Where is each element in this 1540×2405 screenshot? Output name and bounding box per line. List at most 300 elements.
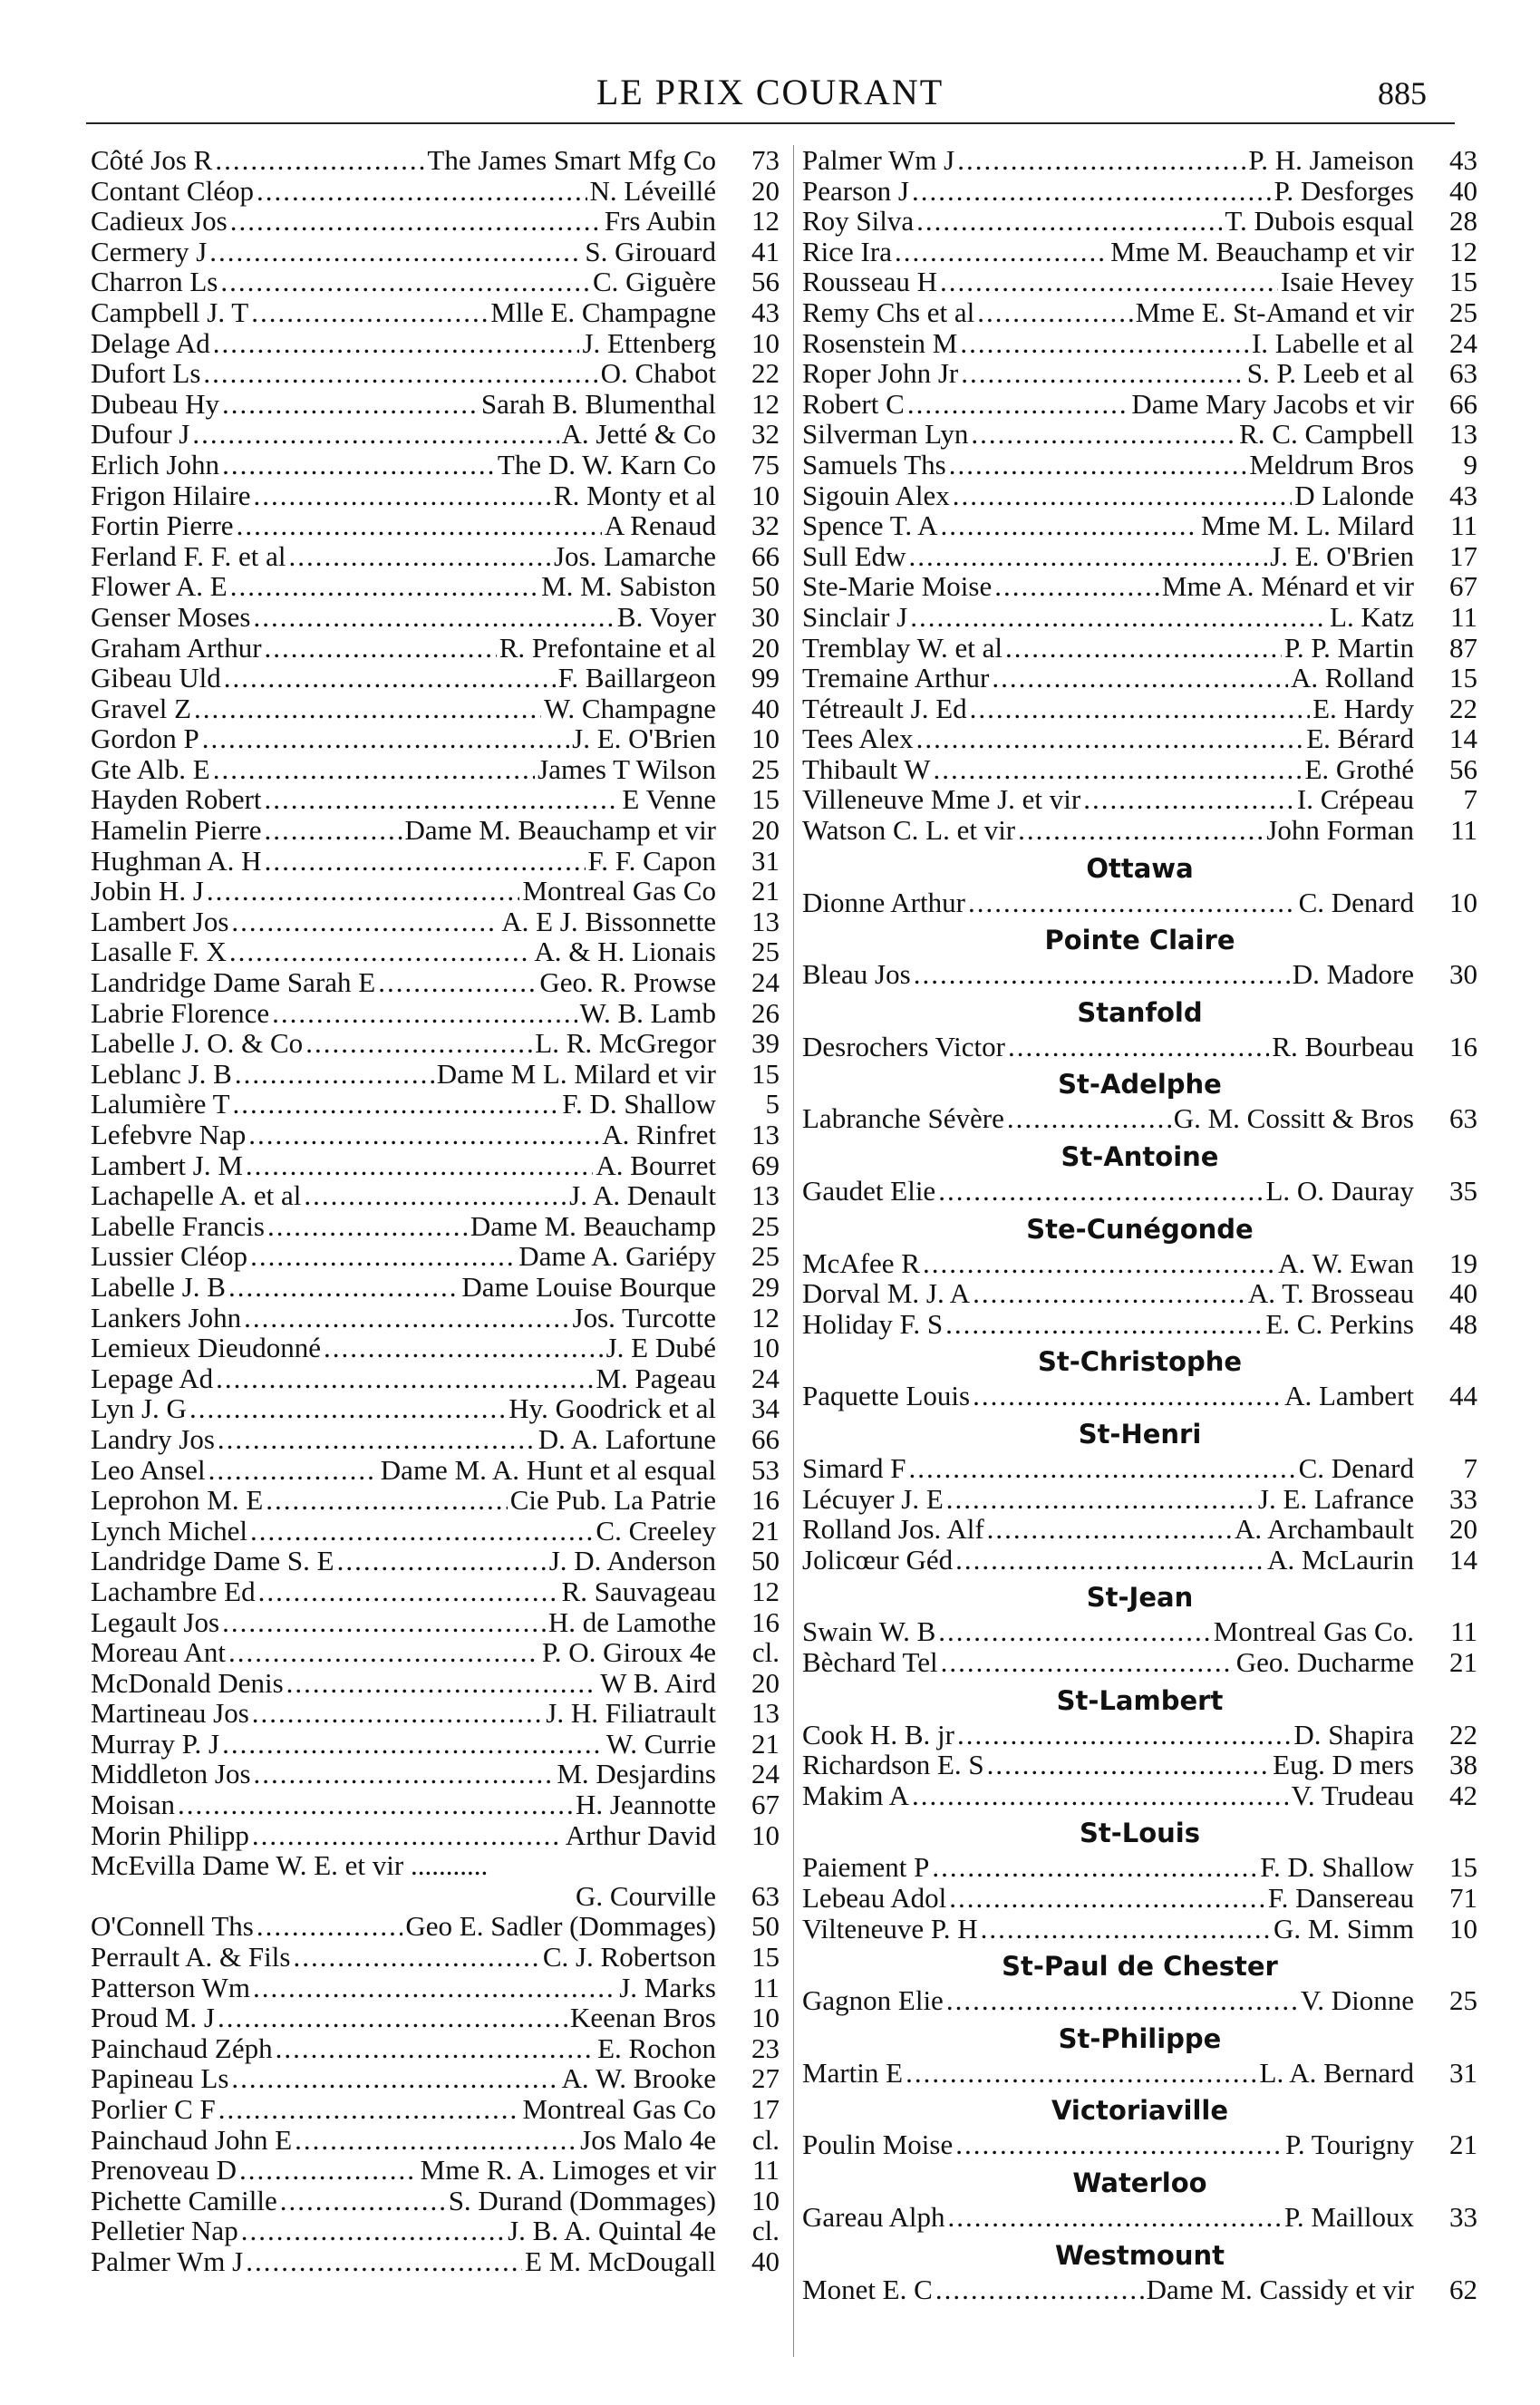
creditor-name: L. O. Dauray: [1265, 1175, 1414, 1207]
creditor-name: R. Prefontaine et al: [499, 631, 716, 664]
debtor-name: Leprohon M. E: [91, 1484, 264, 1517]
list-item: [91, 450, 780, 480]
debtor-name: Lambert J. M: [91, 1149, 243, 1181]
list-item: [802, 328, 1477, 359]
amount-value: 10: [751, 1818, 780, 1851]
creditor-name: A. Bourret: [596, 1149, 716, 1181]
creditor-name: I. Labelle et al: [1251, 326, 1414, 359]
creditor-name: Dame M. A. Hunt et al esqual: [380, 1453, 716, 1486]
debtor-name: Pichette Camille: [91, 2184, 277, 2216]
debtor-name: Cook H. B. jr: [802, 1718, 954, 1750]
list-item: [91, 907, 780, 937]
debtor-name: McDonald Denis: [91, 1666, 284, 1699]
amount-value: 35: [1449, 1175, 1477, 1207]
amount-value: 24: [751, 1758, 780, 1790]
list-item: [91, 1911, 780, 1942]
debtor-name: Ferland F. F. et al: [91, 539, 286, 572]
debtor-name: Tremblay W. et al: [802, 631, 1003, 664]
debtor-name: Lankers John: [91, 1301, 242, 1333]
amount-value: 14: [1449, 722, 1477, 755]
creditor-name: A. Lambert: [1284, 1380, 1414, 1412]
amount-value: 56: [751, 266, 780, 298]
creditor-name: F. Dansereau: [1267, 1881, 1414, 1914]
creditor-name: Dame Mary Jacobs et vir: [1131, 387, 1414, 420]
amount-value: 13: [751, 1119, 780, 1150]
dot-leader: [941, 510, 1198, 541]
amount-value: 33: [1449, 2200, 1477, 2233]
debtor-name: Painchaud Zéph: [91, 2032, 273, 2064]
amount-value: 15: [1449, 266, 1477, 298]
dot-leader: [305, 1028, 532, 1059]
debtor-name: Spence T. A: [802, 509, 938, 542]
debtor-name: McAfee R: [802, 1246, 920, 1279]
debtor-name: McEvilla Dame W. E. et vir: [91, 1849, 404, 1882]
amount-value: 21: [1449, 1645, 1477, 1678]
amount-value: 29: [751, 1270, 780, 1303]
debtor-name: Gibeau Uld: [91, 662, 221, 694]
amount-value: 67: [1449, 570, 1477, 603]
dot-leader: [1018, 815, 1264, 846]
debtor-name: Poulin Moise: [802, 2129, 954, 2161]
dot-leader: [248, 1120, 599, 1150]
dot-leader: [961, 358, 1245, 389]
debtor-name: Landry Jos: [91, 1422, 215, 1455]
page-header: [0, 65, 1540, 120]
list-item: [91, 1241, 780, 1272]
amount-value: 30: [751, 600, 780, 633]
amount-value: 13: [751, 905, 780, 937]
list-item: [802, 633, 1477, 664]
amount-value: 7: [1463, 783, 1477, 816]
dot-leader: [895, 237, 1108, 267]
amount-value: 15: [751, 1057, 780, 1090]
debtor-name: Rousseau H: [802, 266, 937, 298]
list-item: [91, 602, 780, 633]
amount-value: 5: [765, 1088, 780, 1120]
creditor-name: D. Shapira: [1293, 1718, 1414, 1750]
debtor-name: Dufour J: [91, 418, 190, 451]
debtor-name: Campbell J. T: [91, 296, 249, 328]
amount-value: 10: [751, 722, 780, 755]
creditor-name: R. Bourbeau: [1272, 1030, 1414, 1062]
creditor-name: J. B. A. Quintal 4e: [508, 2215, 716, 2247]
amount-value: 12: [751, 1575, 780, 1607]
dot-leader: [257, 176, 587, 207]
debtor-name: Lachapelle A. et al: [91, 1179, 302, 1212]
creditor-name: The D. W. Karn Co: [497, 448, 716, 480]
list-item: [91, 237, 780, 267]
amount-value: 24: [751, 1362, 780, 1394]
list-item: [91, 328, 780, 359]
section-heading: Westmount: [1054, 2239, 1225, 2271]
debtor-name: Lefebvre Nap: [91, 1119, 247, 1150]
dot-leader: [237, 510, 602, 541]
dot-leader: [953, 480, 1293, 511]
debtor-name: Porlier C F: [91, 2093, 216, 2125]
debtor-name: Cadieux Jos: [91, 205, 228, 238]
list-item: [802, 723, 1477, 754]
debtor-name: Rosenstein M: [802, 326, 958, 359]
header-rule: [86, 122, 1455, 124]
list-item: [91, 1272, 780, 1303]
list-item: [802, 480, 1477, 511]
debtor-name: Roy Silva: [802, 205, 915, 238]
dot-leader: [246, 2246, 522, 2277]
creditor-name: D Lalonde: [1294, 479, 1414, 511]
dot-leader: [304, 1180, 567, 1211]
amount-value: 56: [1449, 752, 1477, 785]
dot-leader: [208, 1455, 378, 1486]
list-item: [91, 2003, 780, 2033]
dot-leader: [912, 1780, 1288, 1811]
right-column: [802, 145, 1477, 2357]
debtor-name: Martineau Jos: [91, 1697, 249, 1730]
amount-value: cl.: [751, 2215, 780, 2247]
dot-leader: [910, 602, 1327, 633]
section-heading: Waterloo: [1072, 2167, 1207, 2198]
dot-leader: [288, 541, 550, 572]
creditor-name: The James Smart Mfg Co: [427, 144, 716, 176]
list-item: [802, 959, 1477, 990]
creditor-name: C. J. Robertson: [542, 1941, 716, 1973]
creditor-name: J. E. O'Brien: [1270, 539, 1414, 572]
list-item: [91, 2033, 780, 2064]
list-item: [91, 1059, 780, 1090]
dot-leader: [231, 907, 499, 937]
dot-leader: [235, 1059, 434, 1090]
creditor-name: Montreal Gas Co.: [1213, 1615, 1414, 1648]
dot-leader: [286, 1668, 598, 1699]
amount-value: 27: [751, 2062, 780, 2095]
amount-value: 25: [751, 752, 780, 785]
creditor-name: A. Archambault: [1234, 1513, 1414, 1546]
amount-value: 21: [751, 875, 780, 907]
list-item: [802, 693, 1477, 724]
dot-leader: [907, 389, 1129, 420]
list-item: [91, 2155, 780, 2186]
debtor-name: Labelle J. B: [91, 1270, 226, 1303]
dot-leader: [244, 1303, 569, 1333]
list-item: [91, 815, 780, 846]
amount-value: 62: [1449, 2273, 1477, 2305]
debtor-name: Patterson Wm: [91, 1971, 250, 2003]
list-item: [802, 1248, 1477, 1279]
debtor-name: Prenoveau D: [91, 2154, 237, 2187]
dot-leader: [272, 998, 576, 1029]
amount-value: 10: [751, 1332, 780, 1364]
dot-leader: [960, 328, 1249, 359]
dot-leader: [914, 959, 1290, 990]
creditor-name: A Renaud: [604, 509, 716, 542]
list-item: [802, 571, 1477, 602]
amount-value: 66: [751, 539, 780, 572]
debtor-name: Lemieux Dieudonné: [91, 1332, 321, 1364]
list-item: [91, 419, 780, 450]
amount-value: 10: [1449, 886, 1477, 918]
amount-value: 66: [751, 1422, 780, 1455]
debtor-name: Bleau Jos: [802, 958, 911, 991]
list-item: [91, 510, 780, 541]
list-item: [91, 297, 780, 328]
list-item: [802, 784, 1477, 815]
creditor-name: F. F. Capon: [587, 844, 716, 877]
list-item: [802, 267, 1477, 297]
creditor-name: A. E J. Bissonnette: [501, 905, 716, 937]
creditor-name: C. Denard: [1298, 886, 1414, 918]
amount-value: 30: [1449, 958, 1477, 991]
debtor-name: Proud M. J: [91, 2002, 215, 2034]
creditor-name: W. Currie: [605, 1727, 716, 1760]
list-item: [91, 1028, 780, 1059]
amount-value: 50: [751, 1545, 780, 1577]
debtor-name: Lachambre Ed: [91, 1575, 256, 1607]
dot-leader: [955, 1545, 1264, 1576]
dot-leader: [252, 1820, 563, 1851]
list-item: [802, 1985, 1477, 2016]
list-item: [802, 1852, 1477, 1883]
debtor-name: Lalumière T: [91, 1088, 230, 1120]
debtor-name: Monet E. C: [802, 2273, 933, 2305]
list-item: [91, 1424, 780, 1455]
debtor-name: Thibault W: [802, 752, 931, 785]
debtor-name: Tétreault J. Ed: [802, 692, 967, 724]
creditor-name: D. Madore: [1292, 958, 1414, 991]
dot-leader: [912, 176, 1272, 207]
list-item: [91, 267, 780, 297]
amount-value: 73: [751, 144, 780, 176]
amount-value: 17: [1449, 539, 1477, 572]
section-heading: Pointe Claire: [1044, 925, 1235, 956]
debtor-name: Ste-Marie Moise: [802, 570, 993, 603]
amount-value: 44: [1449, 1380, 1477, 1412]
list-item: [91, 723, 780, 754]
page-title: LE PRIX COURANT: [596, 72, 944, 112]
creditor-name: Mme M. Beauchamp et vir: [1110, 235, 1414, 267]
debtor-name: Palmer Wm J: [91, 2245, 244, 2277]
creditor-name: Mlle E. Champagne: [490, 296, 716, 328]
debtor-name: Samuels Ths: [802, 448, 946, 480]
dot-leader: [209, 237, 582, 267]
dot-leader: [276, 2033, 596, 2064]
dot-leader: [946, 1985, 1298, 2016]
dot-leader: [250, 1241, 516, 1272]
creditor-name: B. Voyer: [616, 600, 716, 633]
amount-value: 50: [751, 1910, 780, 1943]
creditor-name: Mme M. L. Milard: [1200, 509, 1414, 542]
dot-leader: [1008, 1032, 1269, 1062]
dot-leader: [973, 1381, 1282, 1411]
creditor-name: J. A. Denault: [569, 1179, 716, 1212]
amount-value: 69: [751, 1149, 780, 1181]
creditor-name: E. Rochon: [597, 2032, 716, 2064]
creditor-name: Arthur David: [565, 1818, 716, 1851]
spacer: [91, 1881, 576, 1912]
amount-value: 11: [1450, 814, 1477, 847]
creditor-name: C. Creeley: [596, 1514, 716, 1547]
debtor-name: Lynch Michel: [91, 1514, 248, 1547]
amount-value: 10: [1449, 1912, 1477, 1944]
amount-value: 63: [751, 1879, 780, 1912]
creditor-name: A. W. Brooke: [561, 2062, 716, 2095]
dot-leader: [267, 1211, 468, 1242]
dot-leader: [946, 1484, 1255, 1515]
creditor-name: N. Léveillé: [589, 174, 716, 207]
dot-leader: [948, 2202, 1283, 2233]
debtor-name: O'Connell Ths: [91, 1910, 254, 1943]
creditor-name: Keenan Bros: [570, 2002, 716, 2034]
list-item: [91, 633, 780, 664]
dot-leader: [192, 419, 558, 450]
creditor-name: A. W. Ewan: [1278, 1246, 1414, 1279]
creditor-name: Geo. Ducharme: [1235, 1645, 1414, 1678]
dot-leader: [295, 2125, 577, 2156]
creditor-name: W. Champagne: [544, 692, 716, 724]
amount-value: 16: [1449, 1030, 1477, 1062]
amount-value: 50: [751, 570, 780, 603]
creditor-name: Montreal Gas Co: [522, 875, 716, 907]
debtor-name: Erlich John: [91, 448, 220, 480]
debtor-name: Moisan: [91, 1789, 175, 1821]
creditor-name: A. T. Brosseau: [1247, 1277, 1414, 1310]
creditor-name: Dame M. Beauchamp: [470, 1209, 716, 1242]
list-item: [802, 1103, 1477, 1134]
amount-value: 67: [751, 1789, 780, 1821]
list-item: [91, 1120, 780, 1150]
creditor-name: Cie Pub. La Patrie: [509, 1484, 716, 1517]
amount-value: 20: [751, 814, 780, 847]
list-item: [802, 1780, 1477, 1811]
amount-value: 28: [1449, 205, 1477, 238]
amount-value: 39: [751, 1027, 780, 1060]
creditor-name: A. Rolland: [1290, 662, 1414, 694]
creditor-name: R. C. Campbell: [1239, 418, 1414, 451]
dot-leader: [293, 1942, 539, 1973]
amount-value: 10: [751, 2184, 780, 2216]
dot-leader: [265, 633, 497, 664]
amount-value: 31: [751, 844, 780, 877]
list-item: [91, 571, 780, 602]
list-item: [91, 358, 780, 389]
list-item: [802, 1484, 1477, 1515]
creditor-name: D. A. Lafortune: [538, 1422, 716, 1455]
debtor-name: Desrochers Victor: [802, 1030, 1005, 1062]
debtor-name: Lussier Cléop: [91, 1240, 248, 1273]
dot-leader: [1007, 1103, 1171, 1134]
dot-leader: [970, 693, 1310, 724]
debtor-name: Watson C. L. et vir: [802, 814, 1016, 847]
amount-value: 21: [751, 1727, 780, 1760]
list-item: [91, 2125, 780, 2156]
creditor-name: Dame A. Gariépy: [518, 1240, 716, 1273]
dot-leader: [933, 754, 1302, 785]
debtor-name: Labrie Florence: [91, 996, 270, 1029]
debtor-name: Lebeau Adol: [802, 1881, 947, 1914]
list-item: [802, 887, 1477, 918]
section-heading: St-Philippe: [1058, 2022, 1222, 2054]
dot-leader: [222, 389, 479, 420]
amount-value: 13: [751, 1697, 780, 1730]
debtor-name: Sigouin Alex: [802, 479, 950, 511]
debtor-name: Legault Jos: [91, 1605, 220, 1638]
entry-line: [91, 1850, 780, 1881]
creditor-name: J. E. O'Brien: [572, 722, 716, 755]
list-item: [91, 1942, 780, 1973]
list-item: [91, 541, 780, 572]
dot-leader: [938, 1616, 1210, 1647]
debtor-name: Murray P. J: [91, 1727, 220, 1760]
dot-leader: [992, 663, 1288, 693]
list-item: [802, 754, 1477, 785]
list-item: [802, 602, 1477, 633]
amount-value: 53: [751, 1453, 780, 1486]
creditor-name: A. Rinfret: [602, 1119, 716, 1150]
list-item: [802, 1545, 1477, 1576]
creditor-name: E. C. Perkins: [1265, 1307, 1414, 1340]
list-item: [802, 2202, 1477, 2233]
list-item: [91, 145, 780, 176]
dot-leader: [940, 267, 1278, 297]
creditor-name: P. Mailloux: [1284, 2200, 1414, 2233]
section-heading: Stanfold: [1077, 996, 1203, 1028]
creditor-name: Sarah B. Blumenthal: [480, 387, 716, 420]
list-item: [91, 754, 780, 785]
list-item: [802, 1750, 1477, 1780]
dot-leader: [220, 267, 590, 297]
section-heading: Ste-Cunégonde: [1026, 1213, 1254, 1245]
list-item: [802, 663, 1477, 693]
list-item: [91, 998, 780, 1029]
amount-value: 11: [1450, 1615, 1477, 1648]
creditor-name: F. Baillargeon: [557, 662, 716, 694]
dot-leader: [378, 967, 537, 998]
debtor-name: Leo Ansel: [91, 1453, 206, 1486]
dot-leader: [280, 2186, 446, 2216]
amount-value: 41: [751, 235, 780, 267]
creditor-name: P. Tourigny: [1285, 2129, 1414, 2161]
amount-value: 33: [1449, 1482, 1477, 1515]
creditor-name: W. B. Lamb: [579, 996, 716, 1029]
debtor-name: Landridge Dame S. E: [91, 1545, 334, 1577]
creditor-name: C. Denard: [1298, 1452, 1414, 1484]
list-item: [802, 1278, 1477, 1309]
amount-value: 25: [751, 936, 780, 968]
debtor-name: Frigon Hilaire: [91, 479, 251, 511]
debtor-name: Gravel Z: [91, 692, 192, 724]
amount-value: 22: [1449, 692, 1477, 724]
amount-value: 71: [1449, 1881, 1477, 1914]
list-item: [91, 1576, 780, 1607]
list-item: [91, 1455, 780, 1486]
creditor-name: J. Marks: [619, 1971, 716, 2003]
dot-leader: [973, 1278, 1245, 1309]
list-item: [91, 176, 780, 207]
list-item: [802, 1176, 1477, 1207]
creditor-name: G. M. Simm: [1273, 1912, 1414, 1944]
creditor-name: A. & H. Lionais: [534, 936, 716, 968]
dot-leader: [932, 1852, 1257, 1883]
creditor-name: Dame Louise Bourque: [461, 1270, 716, 1303]
left-column: [91, 145, 780, 2357]
debtor-name: Rice Ira: [802, 235, 892, 267]
debtor-name: Charron Ls: [91, 266, 218, 298]
dot-leader: [938, 1176, 1263, 1207]
section-heading: Victoriaville: [1051, 2095, 1229, 2127]
list-item: [91, 480, 780, 511]
dot-leader: [213, 754, 535, 785]
creditor-name: V. Dionne: [1300, 1984, 1414, 2017]
amount-value: 7: [1463, 1452, 1477, 1484]
creditor-name: F. D. Shallow: [1260, 1851, 1414, 1884]
